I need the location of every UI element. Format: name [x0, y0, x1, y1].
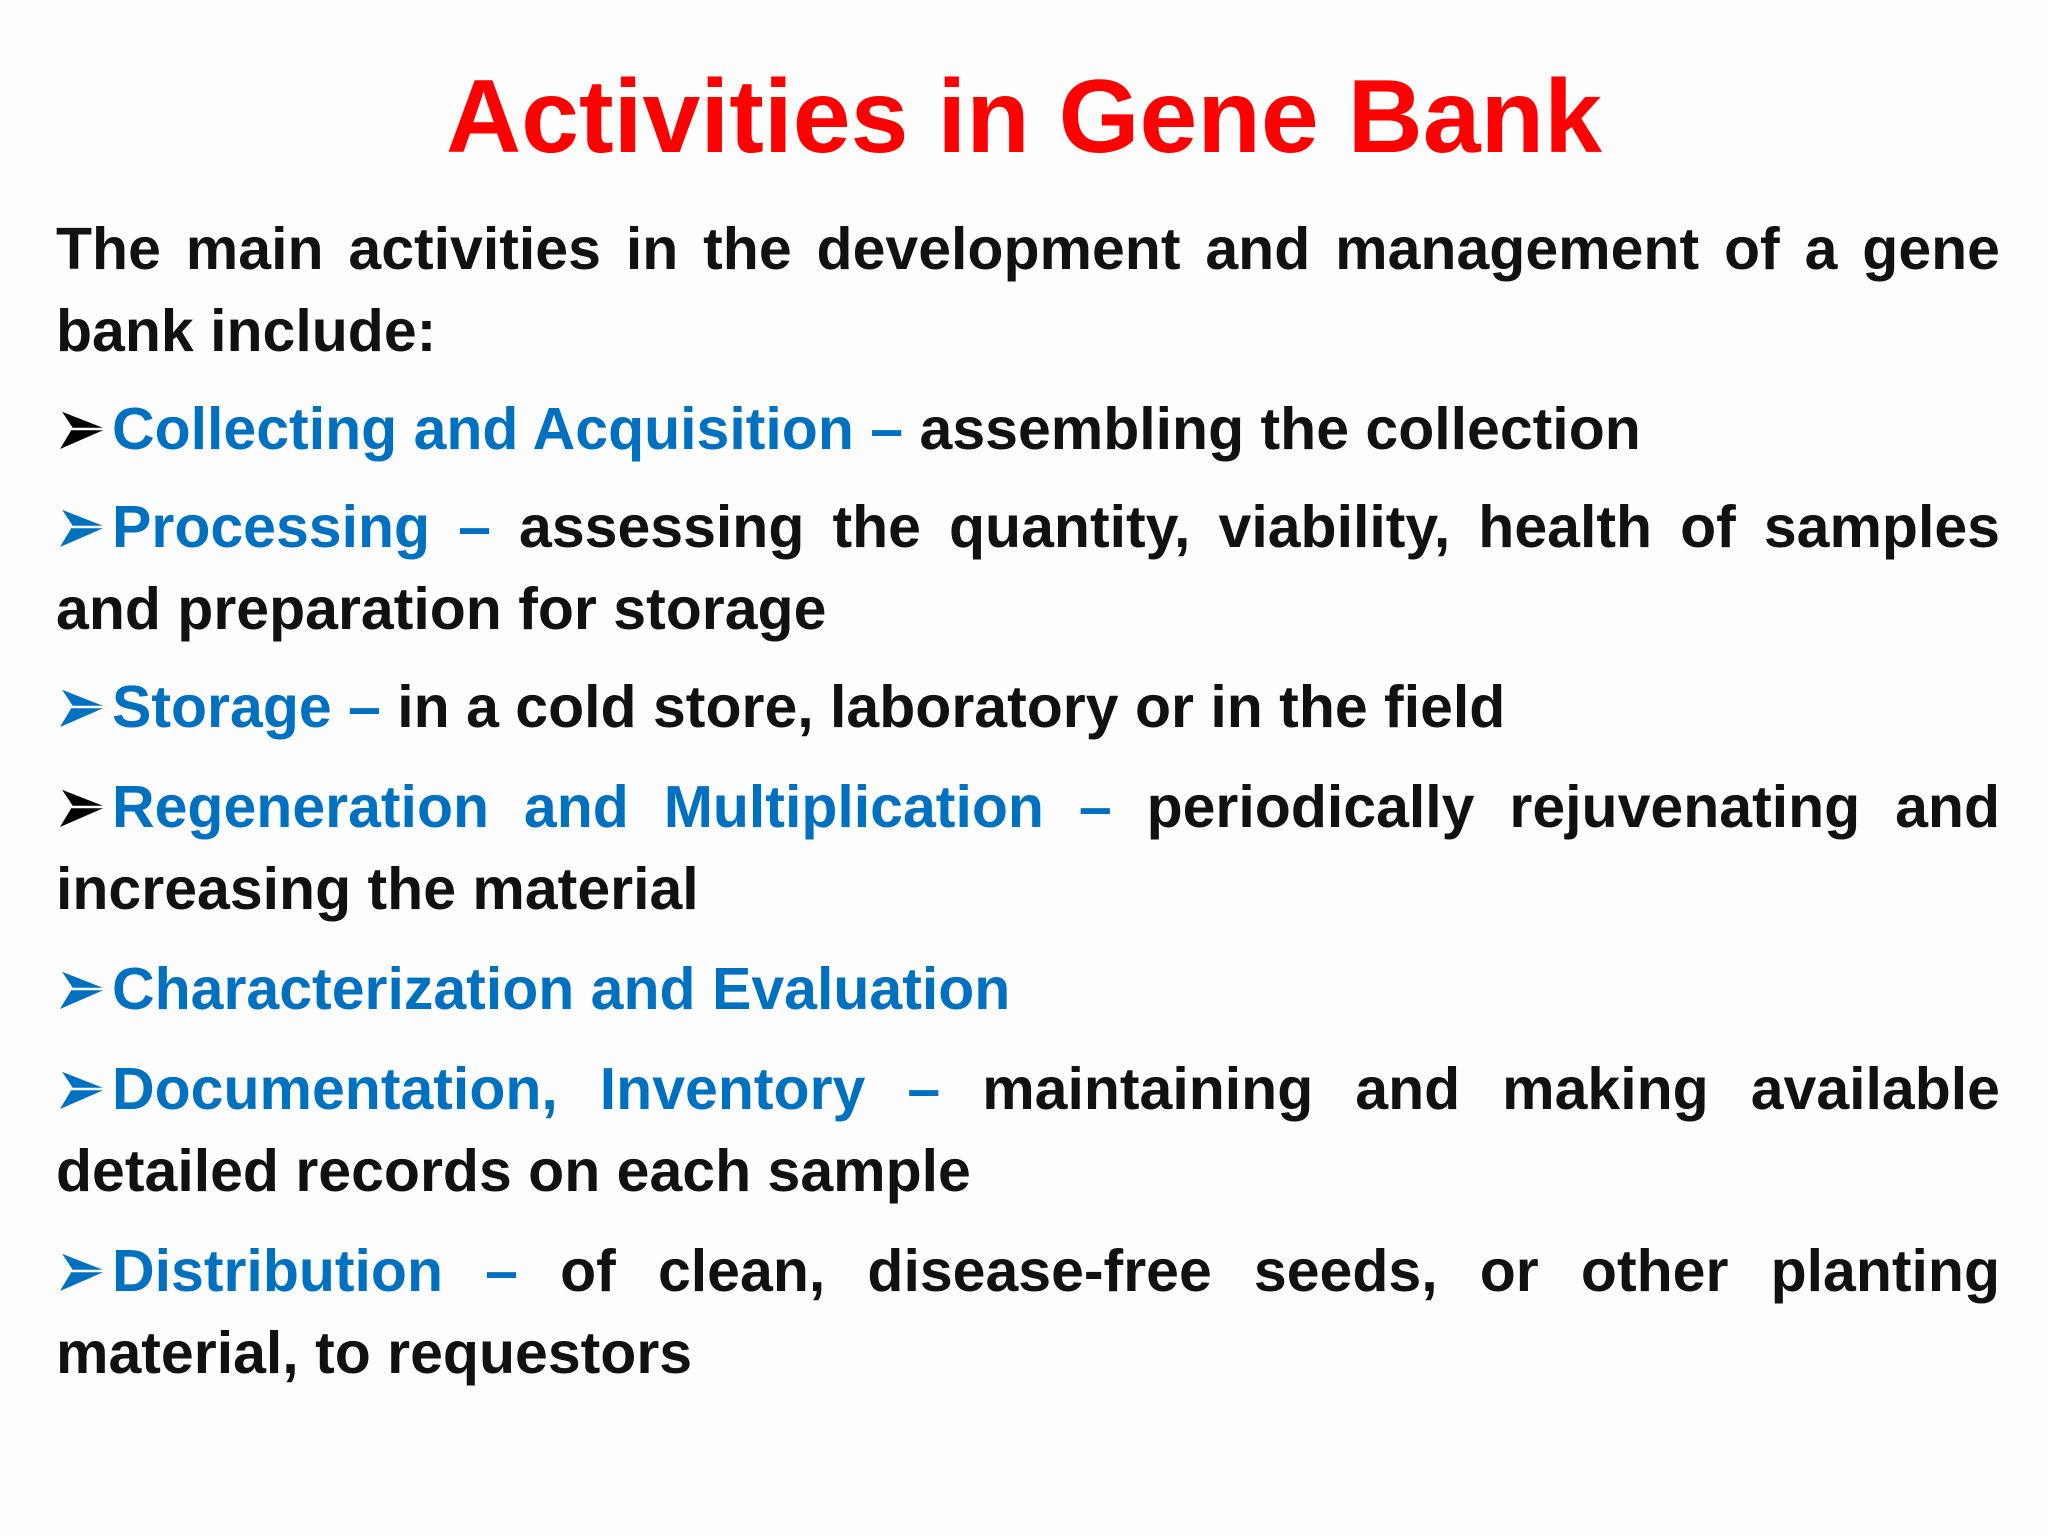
arrowhead-bullet-icon	[56, 1067, 110, 1113]
arrowhead-bullet-icon	[56, 505, 110, 551]
list-item-term: Documentation, Inventory –	[112, 1056, 941, 1122]
list-item-term: Distribution –	[112, 1238, 518, 1304]
list-item-description: maintaining and making available detailed records on each sample	[56, 1056, 2000, 1204]
arrowhead-bullet-icon	[56, 685, 110, 731]
list-item-term: Regeneration and Multiplication –	[112, 774, 1112, 840]
list-item-distribution	[56, 1230, 2000, 1394]
list-item-term: Processing –	[112, 494, 491, 560]
list-item-description: assessing the quantity, viability, health of samples and preparation for storage	[56, 494, 2000, 642]
list-item-term: Characterization and Evaluation	[112, 956, 1011, 1022]
list-item-description: of clean, disease-free seeds, or other planting material, to requestors	[56, 1238, 2000, 1386]
list-item-term: Collecting and Acquisition –	[112, 396, 904, 462]
list-item-documentation	[56, 1048, 2000, 1212]
arrowhead-bullet-icon	[56, 1249, 110, 1295]
arrowhead-bullet-icon	[56, 967, 110, 1013]
list-item-description: in a cold store, laboratory or in the field	[397, 674, 1506, 740]
list-item-term: Storage –	[112, 674, 381, 740]
list-item-storage	[56, 666, 2000, 748]
arrowhead-bullet-icon	[56, 407, 110, 453]
list-item-description: periodically rejuvenating and increasing the material	[56, 774, 2000, 922]
slide-title: Activities in Gene Bank	[446, 59, 1602, 175]
list-item-description: assembling the collection	[919, 396, 1641, 462]
intro-paragraph	[56, 208, 2000, 372]
list-item-regeneration	[56, 766, 2000, 930]
list-item-collecting	[56, 388, 2000, 470]
list-item-characterization	[56, 948, 2000, 1030]
list-item-processing	[56, 486, 2000, 650]
intro-text: The main activities in the development and management of a gene bank include:	[56, 216, 2000, 364]
arrowhead-bullet-icon	[56, 785, 110, 831]
